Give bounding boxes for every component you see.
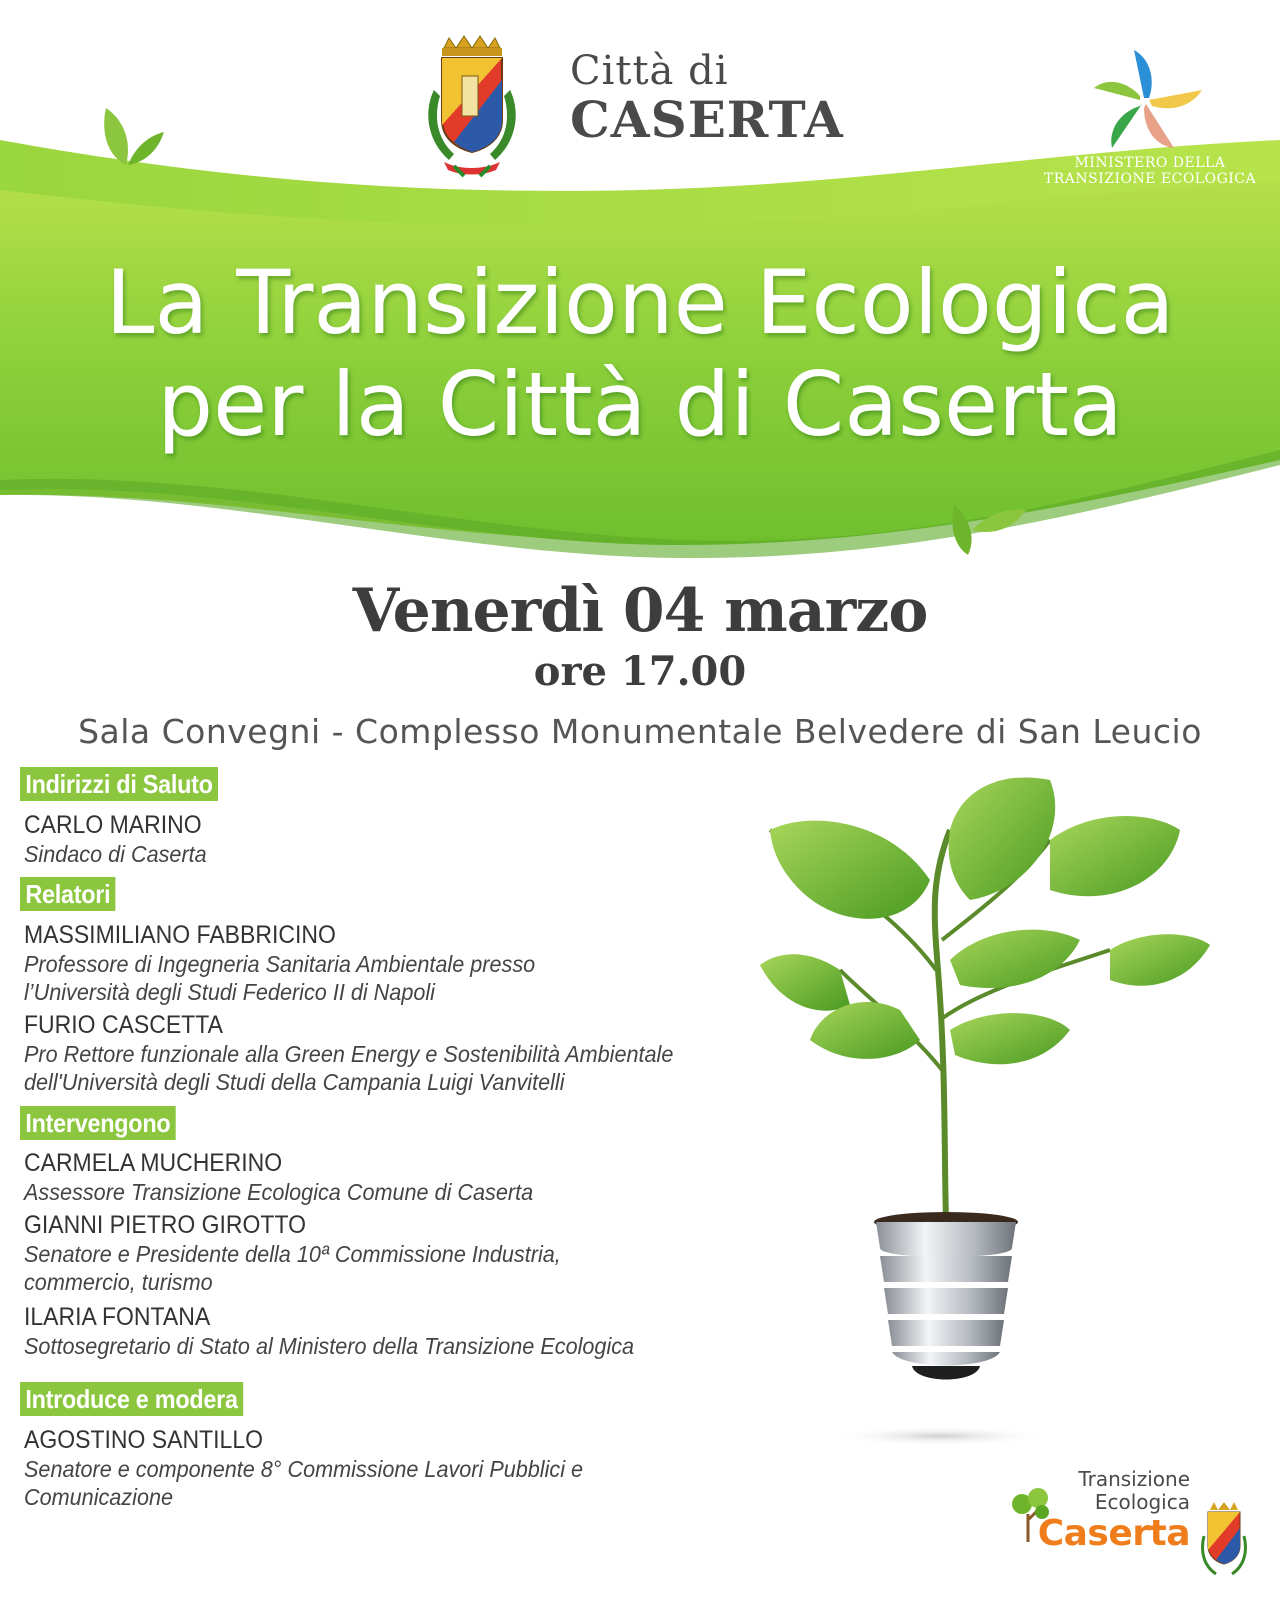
person-role: l’Università degli Studi Federico II di Napoli [24,979,435,1005]
event-time: ore 17.00 [533,648,747,695]
list-item [24,1302,687,1360]
person-role: Assessore Transizione Ecologica Comune di Caserta [24,1179,534,1205]
person-name: CARMELA MUCHERINO [24,1149,283,1177]
person-name: CARLO MARINO [24,811,202,839]
title-line1: La Transizione Ecologica [105,251,1175,354]
city-line2: CASERTA [570,90,844,149]
section-label-intervengono: Intervengono [20,1106,176,1140]
city-crest-icon [1198,1500,1250,1580]
person-name: AGOSTINO SANTILLO [24,1426,263,1454]
list-item [24,1010,730,1096]
person-role: Sindaco di Caserta [24,841,207,867]
person-name: ILARIA FONTANA [24,1303,211,1331]
list-item [24,1210,607,1296]
event-date: Venerdì 04 marzo [352,576,928,646]
city-crest-icon [404,20,539,180]
person-role: Sottosegretario di Stato al Ministero della Transizione Ecologica [24,1333,635,1359]
list-item [24,1425,632,1511]
footer-line1: Transizione [1078,1467,1190,1491]
person-role: Professore di Ingegneria Sanitaria Ambientale presso [24,951,536,977]
leaf-icon [948,500,1028,560]
leaf-icon [96,100,166,170]
person-role: Senatore e componente 8° Commissione Lavori Pubblici e [24,1456,584,1482]
footer-line2: Ecologica [1094,1490,1190,1514]
ministry-line1: MINISTERO DELLA [1074,155,1226,171]
person-role: Pro Rettore funzionale alla Green Energy e Sostenibilità Ambientale [24,1041,674,1067]
event-venue: Sala Convegni - Complesso Monumentale Belvedere di San Leucio [78,712,1202,751]
list-item [24,810,223,868]
event-title [0,252,1280,456]
section-label-relatori: Relatori [20,877,116,911]
person-role: Comunicazione [24,1484,174,1510]
ministry-line2: TRANSIZIONE ECOLOGICA [1043,171,1257,187]
footer-line3: Caserta [1037,1513,1190,1554]
person-role: dell'Università degli Studi della Campania Luigi Vanvitelli [24,1069,565,1095]
footer-logo-text [1030,1468,1190,1554]
section-label-saluto: Indirizzi di Saluto [20,767,218,801]
section-label-modera: Introduce e modera [20,1382,243,1416]
person-role: commercio, turismo [24,1269,213,1295]
ministry-name [1030,155,1270,187]
title-line2: per la Città di Caserta [157,353,1123,456]
person-name: FURIO CASCETTA [24,1011,223,1039]
person-name: GIANNI PIETRO GIROTTO [24,1211,306,1239]
city-name-logo [570,48,890,149]
person-name: MASSIMILIANO FABBRICINO [24,921,336,949]
plant-bulb-icon [750,770,1230,1470]
person-role: Senatore e Presidente della 10ª Commissione Industria, [24,1241,561,1267]
ministry-star-icon [1094,48,1204,153]
city-line1: Città di [570,48,729,94]
list-item [24,1148,577,1206]
list-item [24,920,580,1006]
